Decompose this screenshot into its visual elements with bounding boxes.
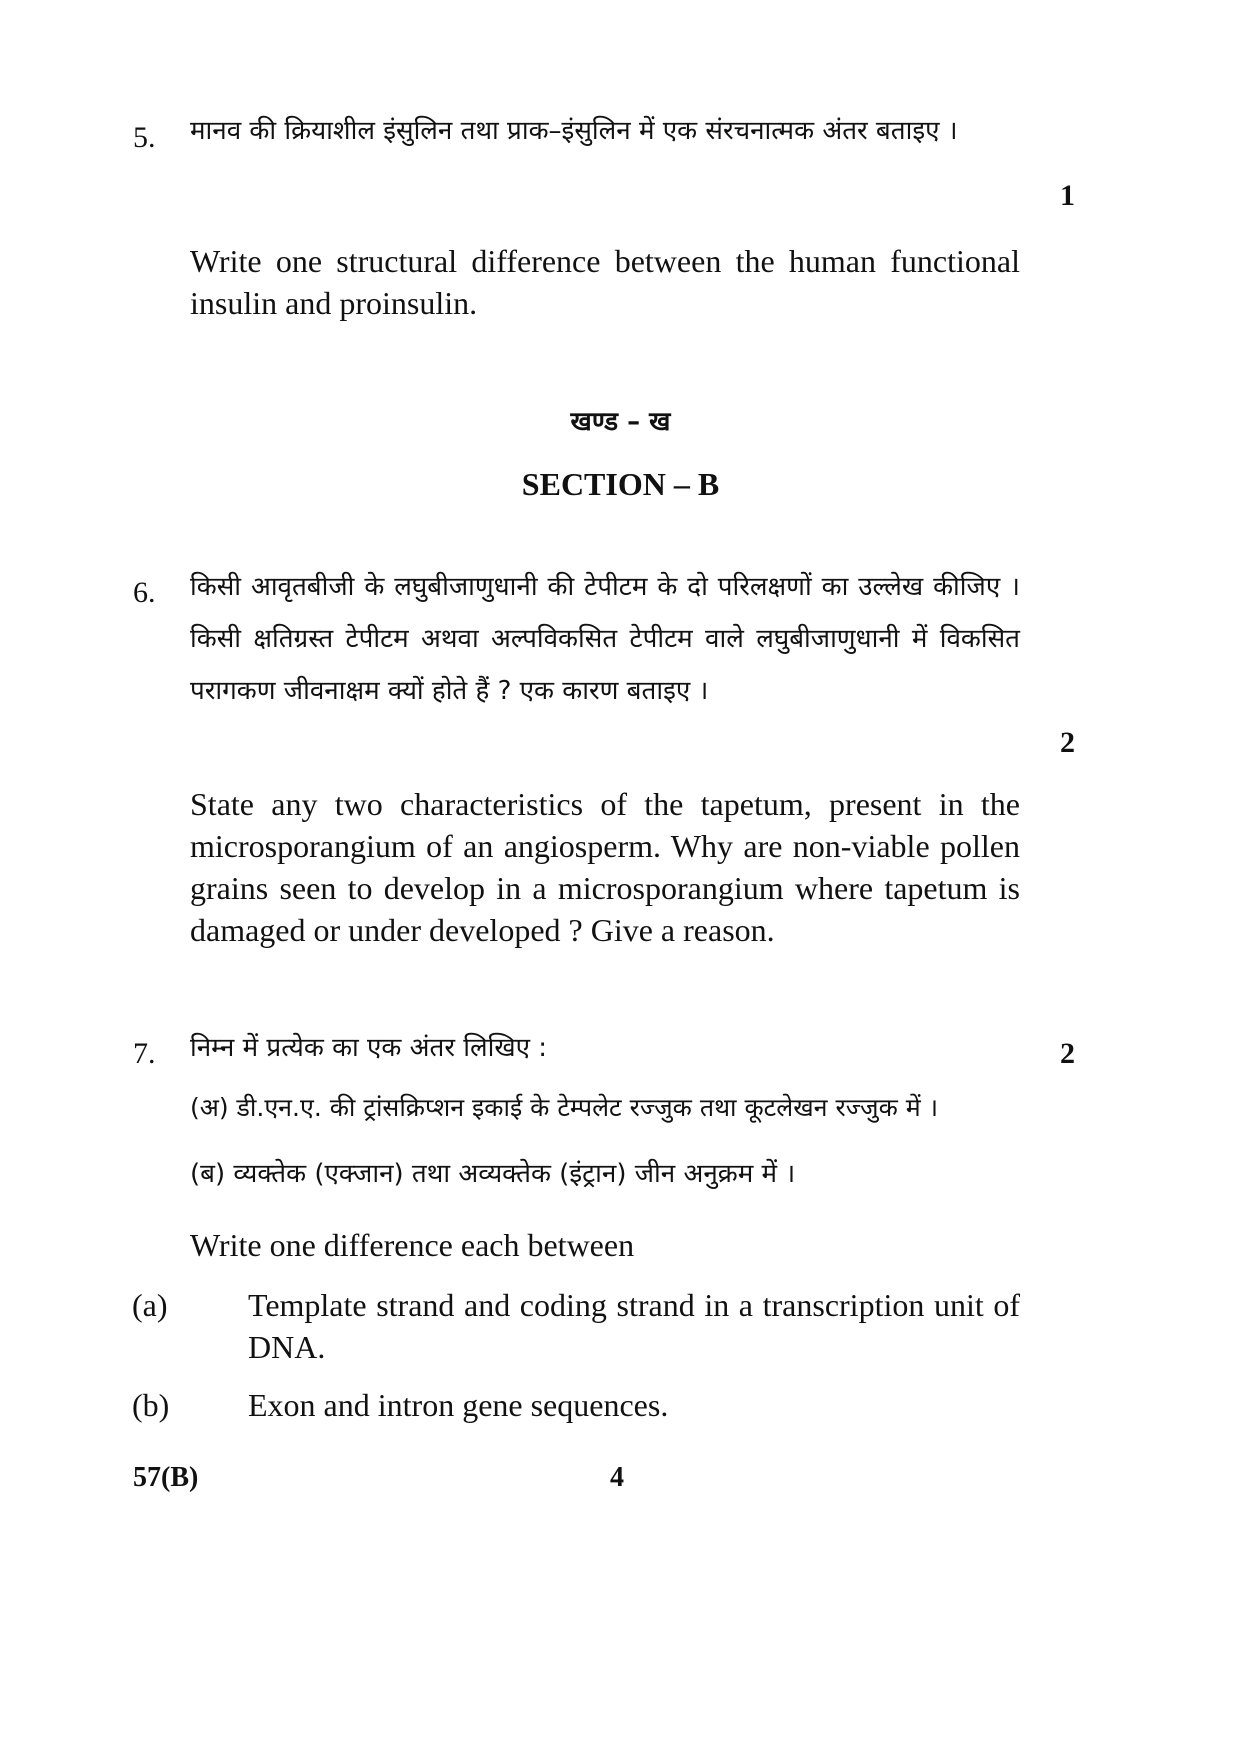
part-b-text: Exon and intron gene sequences.: [248, 1387, 669, 1423]
question-6-hindi-text: किसी आवृतबीजी के लघुबीजाणुधानी की टेपीटम के दो परिलक्षणों का उल्लेख कीजिए । किसी क्षतिग्रस्त टेपीटम अथवा अल्पविकसित टेपीटम वाले लघुबीजाणुधानी में विकसित परागकण जीवनाक्षम क्यों होते हैं ? एक कारण बताइए ।: [190, 572, 1020, 706]
question-5-english-text: Write one structural difference between the human functional insulin and proinsulin.: [190, 243, 1020, 321]
question-7-hindi-intro: निम्न में प्रत्येक का एक अंतर लिखिए :: [190, 1033, 548, 1063]
question-5-marks: 1: [1060, 179, 1075, 212]
part-a-label: (a): [132, 1287, 168, 1323]
question-7-english-part-b: [132, 1384, 1020, 1426]
question-6-english-text: State any two characteristics of the tapetum, present in the microsporangium of an angiosperm. Why are non-viable pollen grains seen to develop in a microsporangium where tapetum is damaged or under developed ? Give a reason.: [190, 786, 1020, 948]
part-a-text: Template strand and coding strand in a transcription unit of DNA.: [248, 1287, 1020, 1365]
paper-code: 57(B): [133, 1462, 199, 1493]
question-7-english-intro: Write one difference each between: [190, 1227, 635, 1263]
question-7-marks: 2: [1060, 1037, 1075, 1070]
section-heading-hindi: खण्ड – ख: [570, 407, 671, 437]
question-7-number: 7.: [133, 1037, 156, 1070]
part-b-label: (b): [132, 1387, 170, 1423]
question-6-marks: 2: [1060, 726, 1075, 759]
question-5-number: 5.: [133, 121, 156, 154]
question-6-number: 6.: [133, 576, 156, 609]
section-heading-english: SECTION – B: [521, 466, 720, 502]
question-7-hindi-part-a: (अ) डी.एन.ए. की ट्रांसक्रिप्शन इकाई के टेम्पलेट रज्जुक तथा कूटलेखन रज्जुक में ।: [190, 1093, 939, 1122]
page-number: 4: [610, 1462, 624, 1493]
question-5-hindi-text: मानव की क्रियाशील इंसुलिन तथा प्राक–इंसुलिन में एक संरचनात्मक अंतर बताइए ।: [190, 116, 958, 146]
question-7-english-part-a: [132, 1284, 1020, 1368]
question-7-hindi-part-b: (ब) व्यक्तेक (एक्जान) तथा अव्यक्तेक (इंट्रान) जीन अनुक्रम में ।: [190, 1159, 796, 1189]
